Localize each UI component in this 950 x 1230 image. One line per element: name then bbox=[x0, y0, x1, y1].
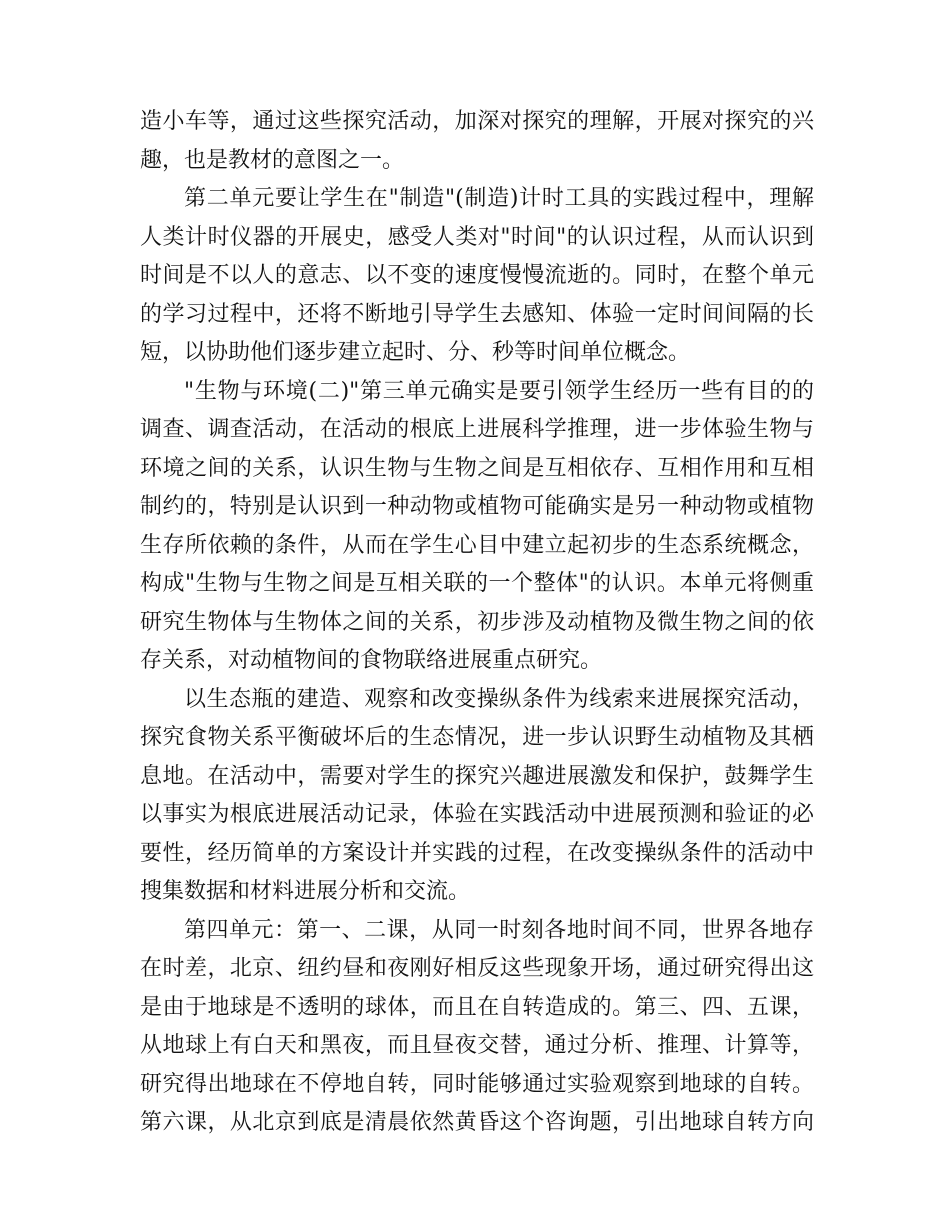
text-line: 制约的，特别是认识到一种动物或植物可能确实是另一种动物或植物 bbox=[140, 494, 814, 519]
text-line: 的学习过程中，还将不断地引导学生去感知、体验一定时间间隔的长 bbox=[140, 301, 814, 327]
text-line: 生存所依赖的条件，从而在学生心目中建立起初步的生态系统概念， bbox=[140, 532, 814, 558]
text-line: 以生态瓶的建造、观察和改变操纵条件为线索来进展探究活动， bbox=[184, 686, 814, 712]
body-text bbox=[140, 103, 814, 1143]
text-line: 趣，也是教材的意图之一。 bbox=[140, 147, 405, 173]
text-line: 在时差，北京、纽约昼和夜刚好相反这些现象开场，通过研究得出这 bbox=[140, 956, 814, 981]
text-line: 搜集数据和材料进展分析和交流。 bbox=[140, 879, 471, 904]
text-line: 时间是不以人的意志、以不变的速度慢慢流逝的。同时，在整个单元 bbox=[140, 263, 814, 288]
text-line: 以事实为根底进展活动记录，体验在实践活动中进展预测和验证的必 bbox=[140, 802, 814, 827]
text-line: 短，以协助他们逐步建立起时、分、秒等时间单位概念。 bbox=[140, 340, 691, 365]
text-line: 人类计时仪器的开展史，感受人类对"时间"的认识过程，从而认识到 bbox=[140, 224, 814, 250]
text-line: 第四单元：第一、二课，从同一时刻各地时间不同，世界各地存 bbox=[184, 917, 814, 943]
text-line: 从地球上有白天和黑夜，而且昼夜交替，通过分析、推理、计算等， bbox=[140, 1033, 814, 1058]
text-line: 是由于地球是不透明的球体，而且在自转造成的。第三、四、五课， bbox=[140, 994, 814, 1020]
text-line: 息地。在活动中，需要对学生的探究兴趣进展激发和保护，鼓舞学生 bbox=[140, 763, 814, 789]
text-line: 要性，经历简单的方案设计并实践的过程，在改变操纵条件的活动中 bbox=[140, 840, 814, 866]
text-line: 研究生物体与生物体之间的关系，初步涉及动植物及微生物之间的依 bbox=[140, 609, 814, 635]
text-line: 构成"生物与生物之间是互相关联的一个整体"的认识。本单元将侧重 bbox=[140, 571, 814, 596]
text-line: 存关系，对动植物间的食物联络进展重点研究。 bbox=[140, 648, 603, 673]
text-line: 第六课，从北京到底是清晨依然黄昏这个咨询题，引出地球自转方向 bbox=[140, 1110, 814, 1135]
text-line: 环境之间的关系，认识生物与生物之间是互相依存、互相作用和互相 bbox=[140, 455, 814, 481]
text-line: "生物与环境(二)"第三单元确实是要引领学生经历一些有目的的 bbox=[184, 378, 814, 404]
text-line: 研究得出地球在不停地自转，同时能够通过实验观察到地球的自转。 bbox=[140, 1071, 814, 1097]
text-line: 探究食物关系平衡破坏后的生态情况，进一步认识野生动植物及其栖 bbox=[140, 725, 814, 750]
text-line: 第二单元要让学生在"制造"(制造)计时工具的实践过程中，理解 bbox=[184, 186, 814, 211]
text-line: 造小车等，通过这些探究活动，加深对探究的理解，开展对探究的兴 bbox=[140, 109, 814, 134]
text-line: 调查、调查活动，在活动的根底上进展科学推理，进一步体验生物与 bbox=[140, 417, 814, 442]
